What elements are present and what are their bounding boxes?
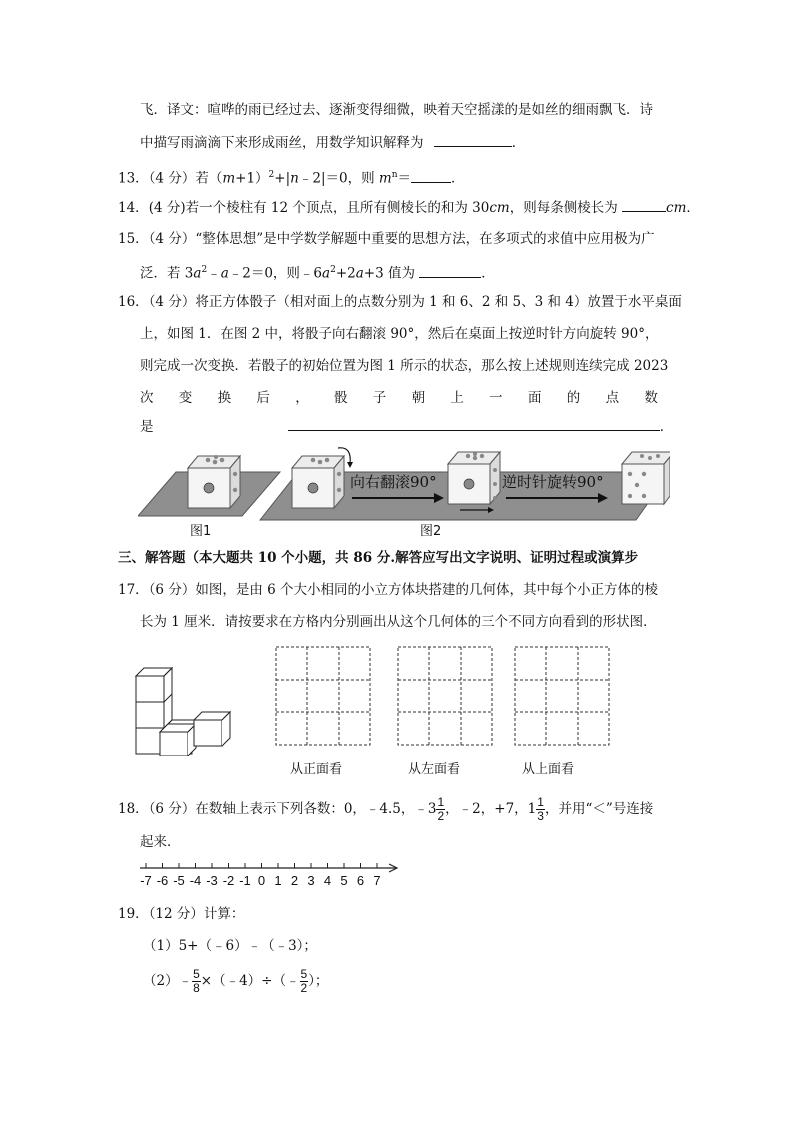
q15-text: +2 xyxy=(335,265,356,282)
q18-text: ，﹣2，+7，1 xyxy=(445,801,537,817)
q16-number: 16． xyxy=(118,294,149,310)
q15-text: 泛．若 3 xyxy=(140,265,194,282)
q19-text: ）； xyxy=(308,973,329,989)
q18-score: （6 分） xyxy=(148,801,196,817)
q15-text: ﹣ xyxy=(207,265,221,282)
fig2-die-end xyxy=(622,452,670,504)
question-16-line4 xyxy=(140,388,658,408)
question-19-line1 xyxy=(118,904,244,924)
q16-char: 朝 xyxy=(411,390,426,406)
number-line-tick-label: 1 xyxy=(274,873,282,888)
q15-exponent: 2 xyxy=(330,265,336,275)
fig2-arrow-roll-label: 向右翻滚90° xyxy=(350,473,437,491)
question-17-line2: 长为 1 厘米．请按要求在方格内分别画出从这个几何体的三个不同方向看到的形状图． xyxy=(140,614,657,630)
q17-text: 如图，是由 6 个大小相同的小立方体块搭建的几何体，其中每个小正方体的棱 xyxy=(195,582,658,598)
q15-exponent: 2 xyxy=(201,265,208,275)
q19-part-2 xyxy=(143,966,328,996)
q19-fraction-5-8: $\frac{5}{8}$ xyxy=(193,967,200,995)
q19-sign: ﹣ xyxy=(178,973,193,989)
q16-char: 变 xyxy=(178,390,193,406)
question-16-line3: 则完成一次变换．若骰子的初始位置为图 1 所示的状态，那么按上述规则连续完成 2023 xyxy=(140,358,669,374)
q14-unit: cm xyxy=(489,200,510,216)
q16-char: 的 xyxy=(566,390,581,406)
number-line-tick-label: 5 xyxy=(340,873,348,888)
q13-var-n: n xyxy=(290,170,299,187)
q13-text: ﹣2|＝0，则 xyxy=(298,170,375,187)
fig2-arrow-roll xyxy=(350,473,444,503)
q16-char: 次 xyxy=(140,390,154,406)
q16-char: 面 xyxy=(527,390,542,406)
q19-text: ×（﹣4）÷（﹣ xyxy=(200,973,300,989)
q15-text: +3 值为 xyxy=(363,265,415,282)
number-line-tick-label: 0 xyxy=(257,873,266,888)
q19-text: 计算： xyxy=(203,906,245,922)
q15-var-a: a xyxy=(193,265,202,282)
q17-grid-left[interactable] xyxy=(397,646,493,746)
question-16-line2: 上，如图 1．在图 2 中，将骰子向右翻滚 90°，然后在桌面上按逆时针方向旋转 90°， xyxy=(140,326,659,342)
q15-text: “整体思想”是中学数学解题中重要的思想方法，在多项式的求值中应用极为广 xyxy=(195,231,655,247)
q13-number: 13． xyxy=(118,170,149,187)
q13-exponent-n: n xyxy=(391,170,398,180)
number-line-tick-label: -2 xyxy=(222,873,235,888)
number-line-tick-label: 2 xyxy=(290,873,299,888)
question-17-line1 xyxy=(118,580,658,600)
q19-fraction-5-2: $\frac{5}{2}$ xyxy=(300,967,308,995)
q13-exponent: 2 xyxy=(268,170,275,180)
q17-grid-front[interactable] xyxy=(275,646,371,746)
question-13: 13．（4 分）若$(m+1)^2+|n﹣2|=0$，则 $m^n=$ ． xyxy=(118,165,465,189)
section-3-heading: 三、解答题（本大题共 10 个小题，共 86 分.解答应写出文字说明、证明过程或演算步 xyxy=(118,550,639,566)
question-14: 14．(4 分)若一个棱柱有 12 个顶点，且所有侧棱长的和为 30cm，则每条侧棱长为 cm． xyxy=(118,197,700,218)
q14-number: 14． xyxy=(118,200,149,216)
q17-grid-top[interactable] xyxy=(514,646,610,746)
q19-part-1: （1）5+（﹣6）﹣（﹣3）； xyxy=(143,938,317,954)
q16-char: 子 xyxy=(372,390,387,406)
q14-unit: cm xyxy=(666,200,687,216)
q15-score: （4 分） xyxy=(148,231,196,247)
q16-score: （4 分） xyxy=(148,294,196,310)
question-18-line1 xyxy=(118,794,653,824)
q12-tail-line1: 飞．译文：喧哗的雨已经过去、逐渐变得细微，映着天空摇漾的是如丝的细雨飘飞．诗 xyxy=(140,102,653,118)
question-16-line1 xyxy=(118,292,682,312)
q17-cube-solid xyxy=(132,656,232,756)
q15-number: 15． xyxy=(118,231,149,247)
number-line-tick-label: -6 xyxy=(156,873,169,888)
q17-number: 17． xyxy=(118,582,149,598)
q12-tail-line2: 中描写雨滴滴下来形成雨丝，用数学知识解释为 ． xyxy=(140,132,525,153)
q15-var-a: a xyxy=(355,265,364,282)
number-line-tick-label: -7 xyxy=(140,873,152,888)
number-line-tick-label: -3 xyxy=(206,873,218,888)
fig2-label: 图2 xyxy=(420,524,442,539)
q16-text: 是 xyxy=(140,419,154,435)
q16-char: 数 xyxy=(644,390,658,406)
number-line-tick-label: -5 xyxy=(173,873,185,888)
q12-tail-text: 中描写雨滴滴下来形成雨丝，用数学知识解释为 xyxy=(140,135,424,151)
q17-score: （6 分） xyxy=(148,582,196,598)
q14-text: 若一个棱柱有 12 个顶点，且所有侧棱长的和为 30 xyxy=(185,200,490,216)
fig1-label: 图1 xyxy=(190,524,212,539)
q19-number: 19． xyxy=(118,906,149,922)
q18-fraction-third: $\frac{1}{3}$ xyxy=(537,795,544,823)
q15-answer-blank xyxy=(419,263,481,278)
q18-fraction-half: $\frac{1}{2}$ xyxy=(437,795,445,823)
q13-text: +| xyxy=(274,170,291,187)
number-line-tick-label: -4 xyxy=(189,873,202,888)
q18-number-line[interactable] xyxy=(138,860,402,890)
q15-var-a: a xyxy=(220,265,229,282)
q13-var-m: m xyxy=(222,170,236,187)
question-18-line2: 起来． xyxy=(140,834,181,850)
q16-dice-figure xyxy=(138,440,670,542)
question-16-line5: 是 ． xyxy=(140,416,673,437)
q16-text: 将正方体骰子（相对面上的点数分别为 1 和 6、2 和 5、3 和 4）放置于水平桌面 xyxy=(195,294,682,310)
q19-score: （12 分） xyxy=(148,906,204,922)
q13-text: +1） xyxy=(235,170,269,187)
fig2-arrow-rotate xyxy=(502,473,608,503)
q16-char: 上 xyxy=(450,390,464,406)
q13-answer-blank xyxy=(411,168,451,183)
q15-text: ﹣2＝0，则﹣6 xyxy=(228,265,323,282)
view-label-top: 从上面看 xyxy=(522,762,575,777)
number-line-tick-label: -1 xyxy=(239,873,251,888)
q16-char: 换 xyxy=(217,390,232,406)
question-15-line1 xyxy=(118,229,655,249)
number-line-tick-label: 6 xyxy=(356,873,365,888)
q14-text: ，则每条侧棱长为 xyxy=(509,200,618,216)
number-line-tick-label: 7 xyxy=(373,873,381,888)
q16-char: 后 xyxy=(256,390,270,406)
q13-score: （4 分） xyxy=(148,170,196,187)
q18-text: 在数轴上表示下列各数：0，﹣4.5，﹣3 xyxy=(195,801,437,817)
q13-text: ＝ xyxy=(397,170,411,187)
q12-answer-blank xyxy=(434,132,512,147)
q16-char: 骰 xyxy=(333,390,348,406)
q13-var-m: m xyxy=(378,170,392,187)
q19-part-2-label: （2） xyxy=(143,973,179,989)
fig1-die xyxy=(188,455,240,508)
q16-answer-blank xyxy=(288,416,660,431)
view-label-left: 从左面看 xyxy=(408,762,461,777)
q18-number: 18． xyxy=(118,801,149,817)
question-15-line2: 泛．若 $3a^2﹣a﹣2=0$，则$﹣6a^2+2a+3$ 值为 ． xyxy=(140,260,495,284)
q14-score: (4 分) xyxy=(148,200,186,216)
q18-text: ，并用“＜”号连接 xyxy=(544,801,654,817)
q16-char: ， xyxy=(295,390,309,406)
q15-var-a: a xyxy=(322,265,331,282)
number-line-tick-label: 3 xyxy=(307,873,315,888)
view-label-front: 从正面看 xyxy=(290,762,343,777)
q14-answer-blank xyxy=(622,197,666,212)
q16-char: 点 xyxy=(605,390,620,406)
q16-char: 一 xyxy=(489,390,503,406)
number-line-tick-label: 4 xyxy=(323,873,332,888)
q13-text: 若（ xyxy=(195,170,223,187)
fig2-arrow-rotate-label: 逆时针旋转90° xyxy=(502,473,604,491)
